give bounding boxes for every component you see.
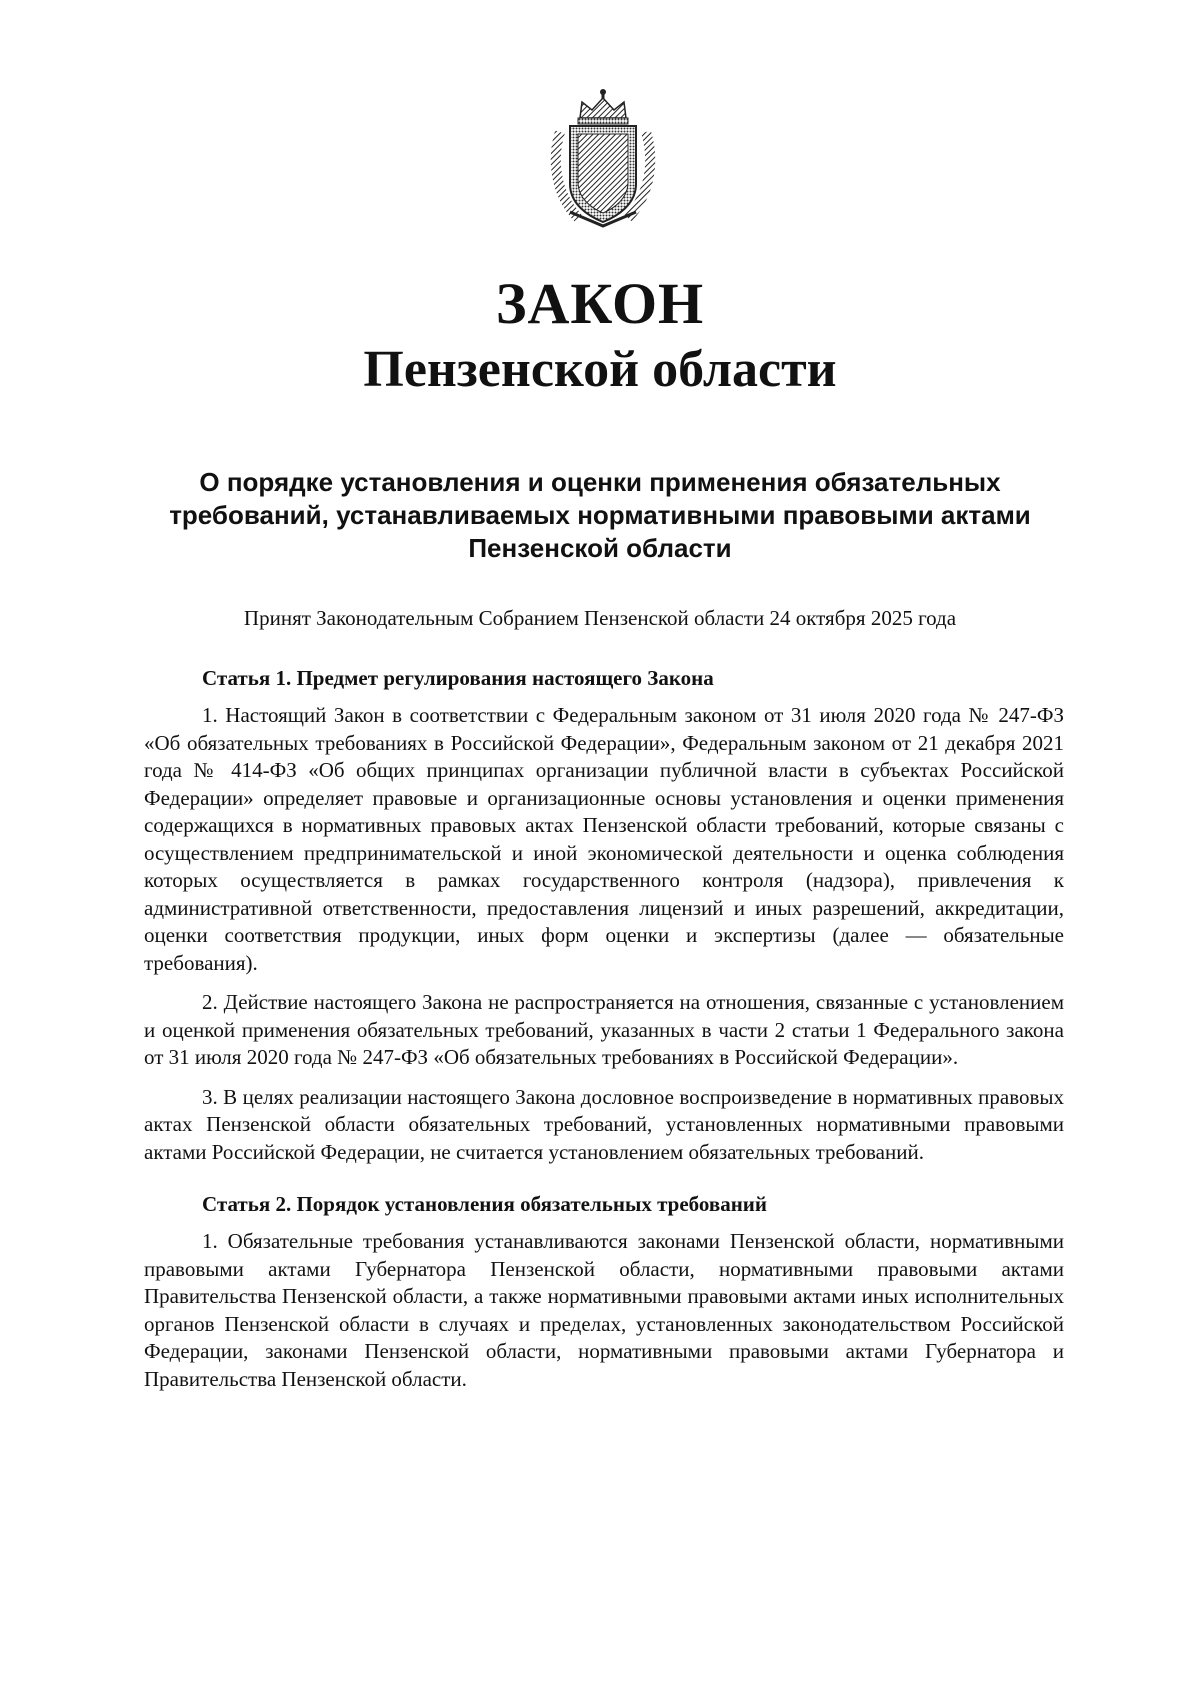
article-paragraph: 1. Настоящий Закон в соответствии с Федеральным законом от 31 июля 2020 года № 247-ФЗ «Об обязательных требованиях в Российской Федерации», Федеральным законом от 21 декабря 2021 года № 414-ФЗ «Об общих принципах организации публичной власти в субъектах Российской Федерации» определяет правовые и организационные основы установления и оценки применения содержащихся в нормативных правовых актах Пензенской области требований, которые связаны с осуществлением предпринимательской и иной экономической деятельности и оценка соблюдения которых осуществляется в рамках государственного контроля (надзора), привлечения к административной ответственности, предоставления лицензий и иных разрешений, аккредитации, оценки соответствия продукции, иных форм оценки и экспертизы (далее — обязательные требования). — [144, 703, 1064, 975]
article-title: Статья 1. Предмет регулирования настоящего Закона — [202, 666, 714, 690]
article-title: Статья 2. Порядок установления обязательных требований — [202, 1192, 768, 1216]
coat-of-arms-icon — [548, 88, 658, 228]
adoption-line: Принят Законодательным Собранием Пензенской области 24 октября 2025 года — [243, 606, 957, 630]
article-paragraph: 3. В целях реализации настоящего Закона дословное воспроизведение в нормативных правовых актах Пензенской области обязательных требований, установленных нормативными правовыми актами Российской Федерации, не считается установлением обязательных требований. — [144, 1084, 1064, 1164]
law-title: ЗАКОН — [495, 271, 705, 336]
article-paragraph: 1. Обязательные требования устанавливаются законами Пензенской области, нормативными правовыми актами Губернатора Пензенской области, нормативными правовыми актами Правительства Пензенской области, а также нормативными правовыми актами иных исполнительных органов Пензенской области в случаях и пределах, установленных законодательством Российской Федерации, законами Пензенской области, нормативными правовыми актами Губернатора и Правительства Пензенской области. — [144, 1229, 1064, 1391]
law-body — [144, 664, 1064, 1405]
region-title: Пензенской области — [363, 341, 837, 398]
document-heading: О порядке установления и оценки применения обязательных требований, устанавливаемых нормативными правовыми актами Пензенской области — [169, 467, 1031, 563]
article-paragraph: 2. Действие настоящего Закона не распространяется на отношения, связанные с установлением и оценкой применения обязательных требований, указанных в части 2 статьи 1 Федерального закона от 31 июля 2020 года № 247-ФЗ «Об обязательных требованиях в Российской Федерации». — [144, 990, 1064, 1069]
